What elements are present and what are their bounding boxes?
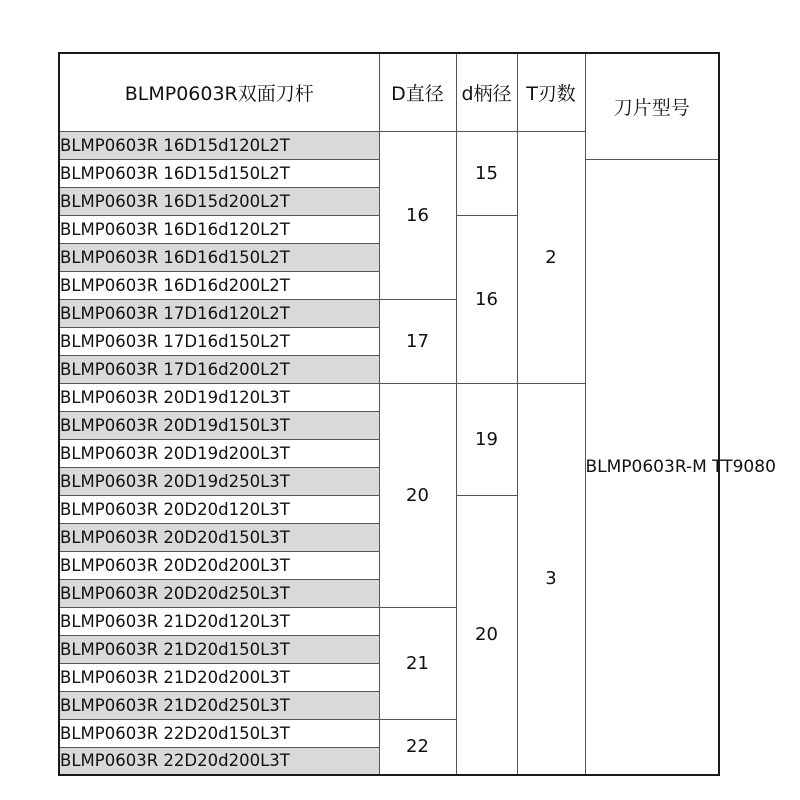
table-row-model: BLMP0603R 20D19d250L3T (59, 467, 379, 495)
d-diameter-cell: 22 (379, 719, 456, 775)
table-row-model: BLMP0603R 20D19d120L3T (59, 383, 379, 411)
table-row-model: BLMP0603R 22D20d150L3T (59, 719, 379, 747)
table-row-model: BLMP0603R 20D20d200L3T (59, 551, 379, 579)
table-row-model: BLMP0603R 22D20d200L3T (59, 747, 379, 775)
insert-model-cell: BLMP0603R-M TT9080 (585, 159, 719, 775)
flutes-cell: 3 (517, 383, 585, 775)
table-row-model: BLMP0603R 16D16d200L2T (59, 271, 379, 299)
d-diameter-cell: 21 (379, 607, 456, 719)
header-flutes: T刃数 (517, 53, 585, 131)
flutes-cell: 2 (517, 131, 585, 383)
table-row-model: BLMP0603R 16D15d200L2T (59, 187, 379, 215)
table-row-model: BLMP0603R 17D16d150L2T (59, 327, 379, 355)
d-diameter-cell: 16 (379, 131, 456, 299)
shank-diameter-cell: 16 (456, 215, 517, 383)
table-row-model: BLMP0603R 21D20d150L3T (59, 635, 379, 663)
table-row-model: BLMP0603R 17D16d200L2T (59, 355, 379, 383)
header-d-diameter: D直径 (379, 53, 456, 131)
table-row-model: BLMP0603R 20D19d150L3T (59, 411, 379, 439)
table-row-model: BLMP0603R 20D20d250L3T (59, 579, 379, 607)
shank-diameter-cell: 15 (456, 131, 517, 215)
table-row-model: BLMP0603R 21D20d120L3T (59, 607, 379, 635)
header-model: BLMP0603R双面刀杆 (59, 53, 379, 131)
table-row-model: BLMP0603R 21D20d250L3T (59, 691, 379, 719)
spec-table (58, 52, 776, 776)
d-diameter-cell: 17 (379, 299, 456, 383)
table-row-model: BLMP0603R 16D16d150L2T (59, 243, 379, 271)
table-row-model: BLMP0603R 16D16d120L2T (59, 215, 379, 243)
table-row-model: BLMP0603R 20D19d200L3T (59, 439, 379, 467)
table-row-model: BLMP0603R 16D15d120L2T (59, 131, 379, 159)
table-row-model: BLMP0603R 21D20d200L3T (59, 663, 379, 691)
table-row-model: BLMP0603R 17D16d120L2T (59, 299, 379, 327)
table-row-model: BLMP0603R 20D20d120L3T (59, 495, 379, 523)
shank-diameter-cell: 19 (456, 383, 517, 495)
table-row-model: BLMP0603R 20D20d150L3T (59, 523, 379, 551)
header-insert-model: 刀片型号 (585, 53, 719, 159)
d-diameter-cell: 20 (379, 383, 456, 607)
table-row-model: BLMP0603R 16D15d150L2T (59, 159, 379, 187)
header-shank-diameter: d柄径 (456, 53, 517, 131)
shank-diameter-cell: 20 (456, 495, 517, 775)
